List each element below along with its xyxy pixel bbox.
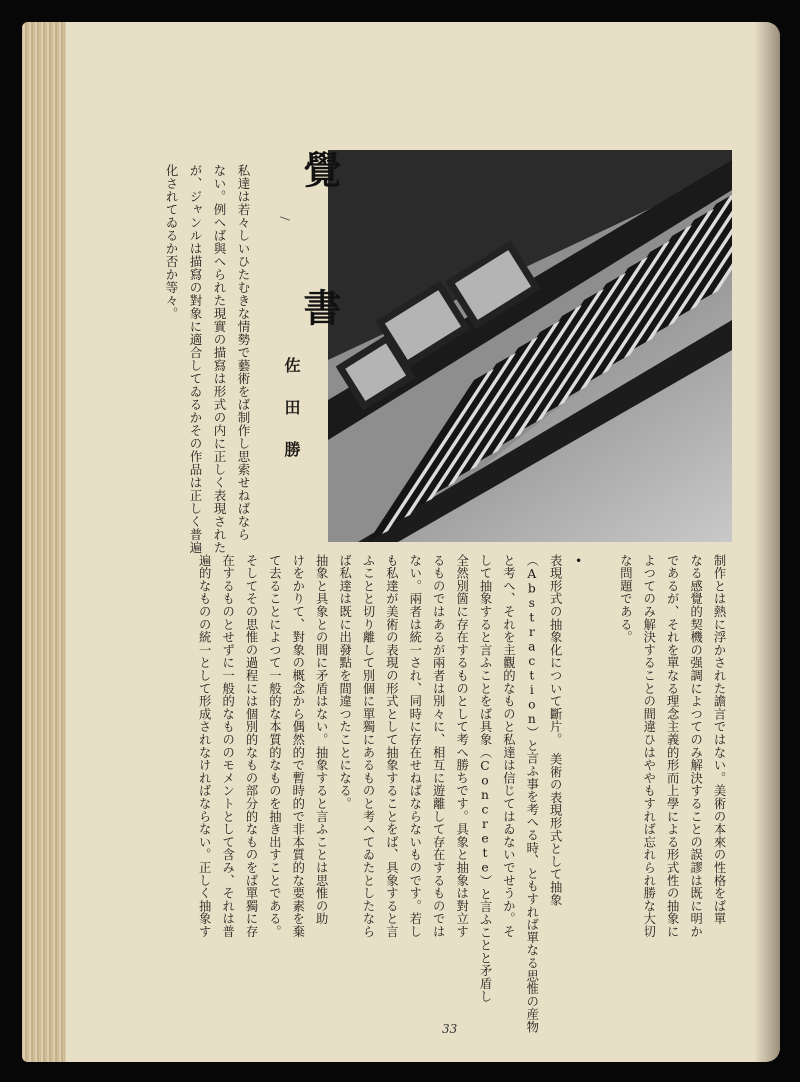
body-line: • xyxy=(571,554,586,569)
intro-line: 化されてゐるか否か等々。 xyxy=(164,164,179,320)
body-line: （Abstraction）と言ふ事を考へる時、ともすれば單なる思惟の産物 xyxy=(524,554,539,1034)
body-line: よつてのみ解決することの間違ひはややもすれば忘れられ勝な大切 xyxy=(641,554,656,938)
decorative-mark xyxy=(280,216,290,220)
body-line: と考へ、それを主觀的なものと私達は信じてはゐないでせうか。そ xyxy=(501,554,516,938)
article-title-char-2: 書 xyxy=(297,288,342,326)
body-line: ふことと切り離して別個に單獨にあるものと考へてゐたとしたなら xyxy=(361,554,375,938)
body-line: 全然別箇に存在するものとして考へ勝ちです。具象と抽象は對立す xyxy=(454,554,469,938)
body-line: 抽象と具象との間に矛盾はない。抽象すると言ふことは思惟の助 xyxy=(314,554,329,926)
intro-line: が、ジャンルは描寫の對象に適合してゐるかその作品は正しく普遍 xyxy=(188,164,203,554)
gutter-shadow xyxy=(754,22,780,1062)
book-page xyxy=(22,22,780,1062)
body-line: ない。兩者は統一され、同時に存在せねばならないものです。若し xyxy=(407,554,422,938)
intro-line: ない。例へば與へられた現實の描寫は形式の内に正しく表現された xyxy=(212,164,227,554)
body-line: して抽象すると言ふことをば具象（Concrete）と言ふことと矛盾し xyxy=(478,554,492,1003)
body-line: 在するものとせずに一般的なもののモメントとして含み、それは普 xyxy=(220,554,235,938)
body-line: るものではあるが兩者は別々に、相互に遊離して存在するものでは xyxy=(431,554,446,938)
body-line: て去ることによつて一般的な本質的なものを抽き出すことである。 xyxy=(267,554,282,938)
body-line: 遍的なものの統一として形成されなければならない。正しく抽象す xyxy=(197,554,212,938)
intro-line: 私達は若々しいひたむきな情勢で藝術をば制作し思索せねばなら xyxy=(236,164,251,541)
body-line: であるが、それを單なる理念主義的形而上學による形式性の抽象に xyxy=(665,554,680,938)
page-edges xyxy=(22,22,66,1062)
body-line: 表現形式の抽象化について斷片。 美術の表現形式として抽象 xyxy=(548,554,563,907)
page-number: 33 xyxy=(442,1022,458,1036)
body-line: な問題である。 xyxy=(618,554,633,644)
body-line: も私達が美術の表現の形式として抽象することをば、具象すると言 xyxy=(384,554,399,938)
body-line: ば私達は既に出發點を間違つたことになる。 xyxy=(337,554,352,810)
body-line: 制作とは熱に浮かされた譫言ではない。美術の本來の性格をば單 xyxy=(712,554,726,926)
body-line: なる感覺的契機の强調によつてのみ解決することの誤謬は既に明か xyxy=(688,554,703,938)
body-line: けをかりて、對象の概念から偶然的で暫時的で非本質的な要素を棄 xyxy=(290,554,305,938)
staircase-photograph xyxy=(328,150,732,542)
article-author: 佐田勝 xyxy=(282,357,301,483)
body-line: そしてその思惟の過程には個別的なもの部分的なものをば單獨に存 xyxy=(244,554,258,938)
article-title-char-1: 覺 xyxy=(297,150,342,188)
